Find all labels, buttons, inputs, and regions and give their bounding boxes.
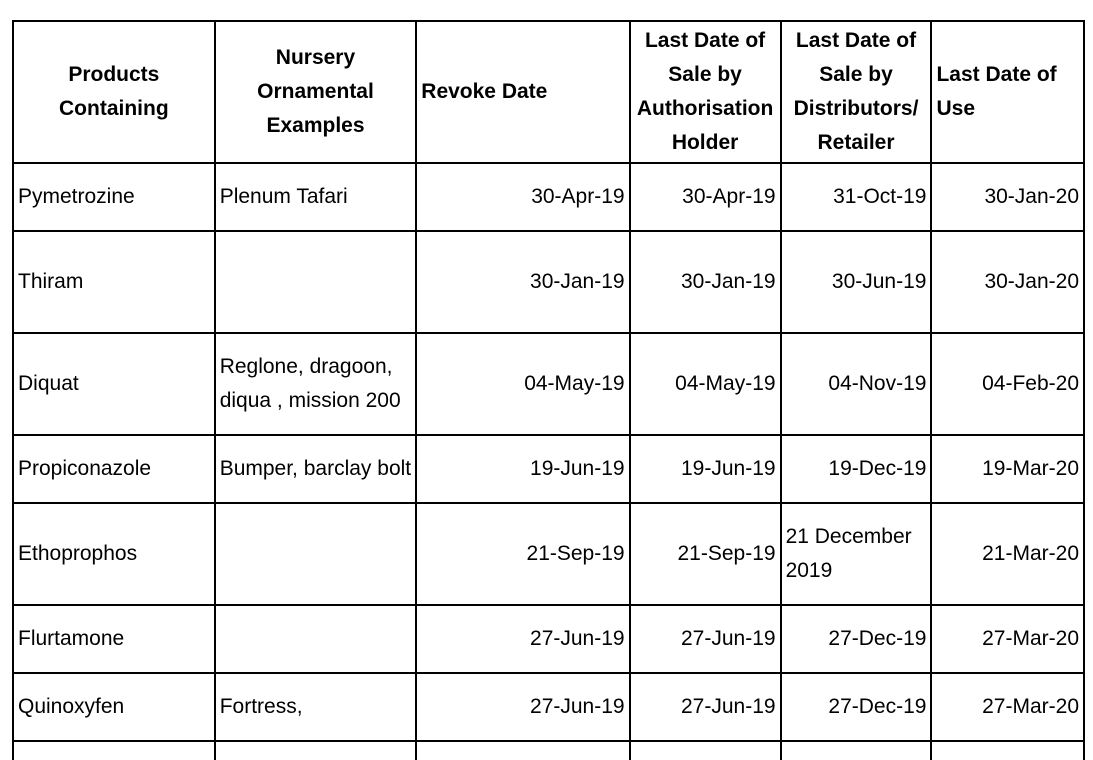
table-row bbox=[13, 503, 1084, 605]
cell-sale-holder[interactable]: 21-Sep-19 bbox=[630, 503, 781, 605]
cell-product[interactable]: Ethoprophos bbox=[13, 503, 215, 605]
header-revoke-date[interactable]: Revoke Date bbox=[416, 21, 629, 163]
cell-sale-holder[interactable]: 04-May-19 bbox=[630, 333, 781, 435]
cell-revoke-date[interactable]: 30-Apr-19 bbox=[416, 163, 629, 231]
cell-product[interactable] bbox=[13, 741, 215, 760]
cell-product[interactable]: Diquat bbox=[13, 333, 215, 435]
cell-sale-retailer[interactable]: 30-Jun-19 bbox=[781, 231, 932, 333]
cell-last-use[interactable]: 30-Jan-20 bbox=[931, 231, 1084, 333]
cell-revoke-date[interactable] bbox=[416, 741, 629, 760]
cell-last-use[interactable]: 27-Mar-20 bbox=[931, 673, 1084, 741]
table-row bbox=[13, 435, 1084, 503]
cell-sale-holder[interactable]: 19-Jun-19 bbox=[630, 435, 781, 503]
header-sale-authorisation-holder[interactable]: Last Date of Sale by Authorisation Holder bbox=[630, 21, 781, 163]
cell-last-use[interactable]: 19-Mar-20 bbox=[931, 435, 1084, 503]
cell-sale-retailer[interactable]: 27-Dec-19 bbox=[781, 673, 932, 741]
header-sale-distributors-retailer[interactable]: Last Date of Sale by Distributors/ Retailer bbox=[781, 21, 932, 163]
table-row bbox=[13, 163, 1084, 231]
header-products-containing[interactable]: Products Containing bbox=[13, 21, 215, 163]
cell-examples[interactable]: Plenum Tafari bbox=[215, 163, 417, 231]
table-row bbox=[13, 741, 1084, 760]
table-row bbox=[13, 333, 1084, 435]
cell-sale-holder[interactable] bbox=[630, 741, 781, 760]
cell-sale-holder[interactable]: 27-Jun-19 bbox=[630, 673, 781, 741]
cell-examples[interactable] bbox=[215, 605, 417, 673]
cell-last-use[interactable]: 27-Mar-20 bbox=[931, 605, 1084, 673]
revocation-table bbox=[12, 20, 1085, 760]
cell-last-use[interactable] bbox=[931, 741, 1084, 760]
cell-examples[interactable] bbox=[215, 741, 417, 760]
header-last-date-of-use[interactable]: Last Date of Use bbox=[931, 21, 1084, 163]
cell-examples[interactable] bbox=[215, 503, 417, 605]
cell-sale-retailer[interactable]: 27-Dec-19 bbox=[781, 605, 932, 673]
table-row bbox=[13, 605, 1084, 673]
cell-revoke-date[interactable]: 27-Jun-19 bbox=[416, 673, 629, 741]
cell-sale-holder[interactable]: 27-Jun-19 bbox=[630, 605, 781, 673]
cell-revoke-date[interactable]: 30-Jan-19 bbox=[416, 231, 629, 333]
cell-product[interactable]: Pymetrozine bbox=[13, 163, 215, 231]
cell-revoke-date[interactable]: 27-Jun-19 bbox=[416, 605, 629, 673]
cell-sale-retailer[interactable]: 19-Dec-19 bbox=[781, 435, 932, 503]
cell-revoke-date[interactable]: 04-May-19 bbox=[416, 333, 629, 435]
spreadsheet-view bbox=[12, 20, 1085, 760]
cell-sale-retailer[interactable] bbox=[781, 741, 932, 760]
header-row bbox=[13, 21, 1084, 163]
cell-examples[interactable]: Fortress, bbox=[215, 673, 417, 741]
cell-sale-retailer[interactable]: 21 December 2019 bbox=[781, 503, 932, 605]
cell-last-use[interactable]: 30-Jan-20 bbox=[931, 163, 1084, 231]
cell-last-use[interactable]: 21-Mar-20 bbox=[931, 503, 1084, 605]
cell-product[interactable]: Propiconazole bbox=[13, 435, 215, 503]
cell-examples[interactable] bbox=[215, 231, 417, 333]
cell-last-use[interactable]: 04-Feb-20 bbox=[931, 333, 1084, 435]
cell-examples[interactable]: Reglone, dragoon, diqua , mission 200 bbox=[215, 333, 417, 435]
table-row bbox=[13, 231, 1084, 333]
cell-sale-retailer[interactable]: 31-Oct-19 bbox=[781, 163, 932, 231]
header-nursery-examples[interactable]: Nursery Ornamental Examples bbox=[215, 21, 417, 163]
cell-sale-retailer[interactable]: 04-Nov-19 bbox=[781, 333, 932, 435]
cell-examples[interactable]: Bumper, barclay bolt bbox=[215, 435, 417, 503]
cell-product[interactable]: Flurtamone bbox=[13, 605, 215, 673]
cell-sale-holder[interactable]: 30-Jan-19 bbox=[630, 231, 781, 333]
cell-sale-holder[interactable]: 30-Apr-19 bbox=[630, 163, 781, 231]
cell-revoke-date[interactable]: 19-Jun-19 bbox=[416, 435, 629, 503]
cell-product[interactable]: Quinoxyfen bbox=[13, 673, 215, 741]
table-row bbox=[13, 673, 1084, 741]
cell-product[interactable]: Thiram bbox=[13, 231, 215, 333]
cell-revoke-date[interactable]: 21-Sep-19 bbox=[416, 503, 629, 605]
